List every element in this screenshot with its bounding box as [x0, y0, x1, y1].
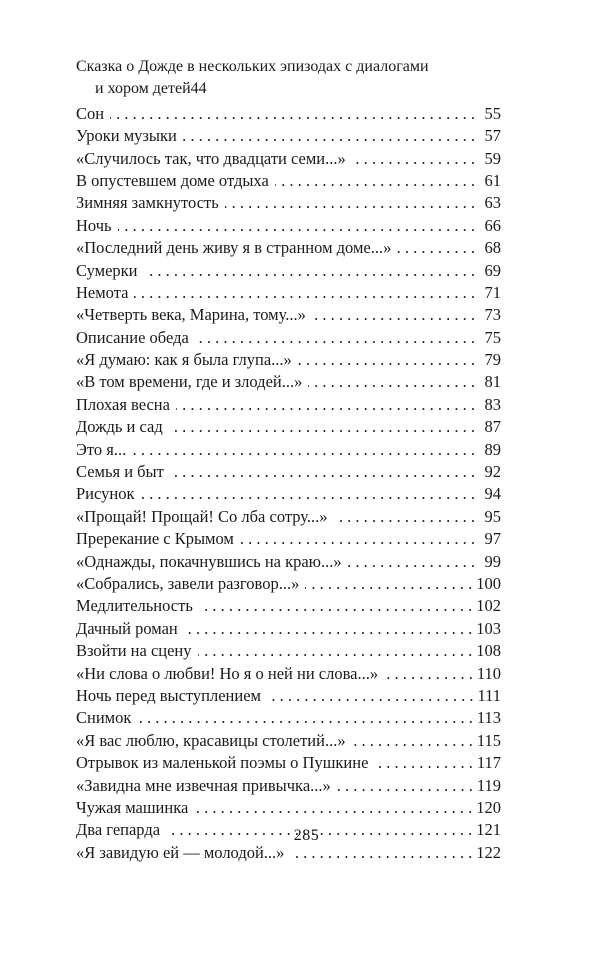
table-of-contents: [76, 58, 501, 864]
toc-entry-page: 94: [484, 484, 501, 504]
toc-entry: [76, 573, 501, 595]
toc-entry-page: 44: [190, 80, 207, 98]
toc-entry-title: Дождь и сад: [76, 417, 163, 437]
toc-entry-title-line-2: и хором детей: [95, 80, 191, 98]
toc-entry: [76, 663, 501, 685]
toc-entry-page: 111: [477, 685, 501, 705]
dot-leader: [144, 260, 476, 282]
toc-entry: [76, 439, 501, 461]
dot-leader: [305, 573, 472, 595]
dot-leader: [134, 282, 475, 304]
dot-leader: [198, 640, 473, 662]
toc-entry-title: Немота: [76, 282, 129, 302]
toc-entry-title-line-1: Сказка о Дожде в нескольких эпизодах с диалогами: [76, 58, 429, 75]
toc-entry: [76, 103, 501, 125]
toc-entry: [76, 394, 501, 416]
toc-entry-page: 87: [484, 417, 501, 437]
toc-entry: [76, 327, 501, 349]
toc-entry-title: Чужая машинка: [76, 797, 189, 817]
dot-leader: [312, 304, 475, 326]
dot-leader: [170, 461, 475, 483]
toc-entry-page: 108: [476, 641, 501, 661]
toc-entry: [76, 282, 501, 304]
dot-leader: [184, 618, 472, 640]
toc-entry-title: «Четверть века, Марина, тому...»: [76, 305, 306, 325]
dot-leader: [225, 192, 475, 214]
dot-leader: [118, 215, 475, 237]
dot-leader: [110, 103, 475, 125]
toc-entry-page: 68: [484, 238, 501, 258]
dot-leader: [199, 595, 472, 617]
toc-entry: [76, 192, 501, 214]
dot-leader: [140, 483, 475, 505]
toc-entry-page: 71: [484, 282, 501, 302]
toc-entry: [76, 237, 501, 259]
toc-entry: [76, 752, 501, 774]
toc-entry-title: Это я...: [76, 439, 127, 459]
toc-entry-title: «Завидна мне извечная привычка...»: [76, 775, 331, 795]
toc-entry-title: Медлительность: [76, 596, 193, 616]
toc-entry-page: 79: [484, 350, 501, 370]
toc-entry: [76, 595, 501, 617]
toc-entry: [76, 371, 501, 393]
dot-leader: [374, 752, 472, 774]
toc-entry-page: 59: [484, 148, 501, 168]
toc-entry-page: 100: [476, 573, 501, 593]
dot-leader: [176, 394, 475, 416]
toc-entry-page: 61: [484, 170, 501, 190]
toc-entry-page: 119: [476, 775, 501, 795]
toc-entry-page: 66: [484, 215, 501, 235]
toc-entry: [76, 528, 501, 550]
toc-entry: [76, 125, 501, 147]
toc-entry-title: В опустевшем доме отдыха: [76, 170, 269, 190]
dot-leader: [384, 663, 473, 685]
toc-entry: [76, 685, 501, 707]
toc-entry-title: «В том времени, где и злодей...»: [76, 372, 303, 392]
dot-leader: [137, 707, 472, 729]
toc-entry: [76, 707, 501, 729]
toc-entry-page: 95: [484, 506, 501, 526]
toc-entry-title: Рисунок: [76, 484, 135, 504]
toc-entry-page: 99: [484, 551, 501, 571]
dot-leader: [183, 125, 475, 147]
toc-entry-title: Зимняя замкнутость: [76, 193, 219, 213]
toc-entry-page: 117: [476, 753, 501, 773]
toc-entry-title: Снимок: [76, 708, 132, 728]
dot-leader: [275, 170, 475, 192]
toc-entry-title: «Однажды, покачнувшись на краю...»: [76, 551, 342, 571]
toc-entry: [76, 304, 501, 326]
page-number: 285: [293, 827, 320, 844]
toc-entry-title: «Я вас люблю, красавицы столетий...»: [76, 730, 346, 750]
toc-entry-title: Сон: [76, 103, 105, 123]
dot-leader: [132, 439, 475, 461]
toc-entry: [76, 506, 501, 528]
toc-entry-page: 63: [484, 193, 501, 213]
toc-entry-list: [76, 103, 501, 864]
toc-entry-title: Сумерки: [76, 260, 138, 280]
toc-entry: [76, 775, 501, 797]
toc-entry: [76, 461, 501, 483]
toc-entry-title: Плохая весна: [76, 394, 170, 414]
toc-entry-title: Описание обеда: [76, 327, 189, 347]
toc-entry-page: 75: [484, 327, 501, 347]
dot-leader: [337, 775, 473, 797]
toc-entry-title: Ночь: [76, 215, 112, 235]
toc-entry-title: Дачный роман: [76, 618, 178, 638]
toc-entry: [76, 730, 501, 752]
toc-entry: [76, 349, 501, 371]
toc-entry-page: 55: [484, 103, 501, 123]
toc-entry-page: 57: [484, 126, 501, 146]
toc-entry: [76, 640, 501, 662]
toc-entry-title: «Собрались, завели разговор...»: [76, 573, 300, 593]
toc-entry-page: 83: [484, 394, 501, 414]
dot-leader: [298, 349, 475, 371]
toc-entry-page: 113: [476, 708, 501, 728]
toc-entry-page: 97: [484, 529, 501, 549]
toc-entry-page: 69: [484, 260, 501, 280]
toc-entry-title: «Я думаю: как я была глупа...»: [76, 350, 292, 370]
dot-leader: [397, 237, 475, 259]
toc-entry-title: Семья и быт: [76, 462, 164, 482]
toc-entry: [76, 170, 501, 192]
toc-entry: [76, 551, 501, 573]
toc-entry: [76, 215, 501, 237]
dot-leader: [352, 148, 475, 170]
toc-entry-title: «Последний день живу я в странном доме...»: [76, 238, 392, 258]
dot-leader: [348, 551, 475, 573]
dot-leader: [308, 371, 475, 393]
toc-entry-page: 122: [476, 842, 501, 862]
toc-entry: [76, 842, 501, 864]
toc-entry-title: Пререкание с Крымом: [76, 529, 234, 549]
toc-entry: [76, 618, 501, 640]
toc-entry: [76, 148, 501, 170]
toc-entry-title: Ночь перед выступлением: [76, 685, 261, 705]
dot-leader: [334, 506, 475, 528]
toc-entry: [76, 260, 501, 282]
toc-entry-page: 110: [476, 663, 501, 683]
toc-entry-title: «Я завидую ей — молодой...»: [76, 842, 285, 862]
toc-entry-page: 73: [484, 305, 501, 325]
toc-entry-title: Взойти на сцену: [76, 641, 192, 661]
toc-entry-title: Уроки музыки: [76, 126, 177, 146]
toc-entry-title: Отрывок из маленькой поэмы о Пушкине: [76, 753, 369, 773]
toc-entry-title: Два гепарда: [76, 820, 161, 840]
toc-entry-page: 102: [476, 596, 501, 616]
toc-entry-page: 81: [484, 372, 501, 392]
dot-leader: [194, 797, 472, 819]
toc-entry-title: «Прощай! Прощай! Со лба сотру...»: [76, 506, 328, 526]
toc-entry: [76, 483, 501, 505]
dot-leader: [290, 842, 472, 864]
dot-leader: [267, 685, 473, 707]
toc-entry-page: 103: [476, 618, 501, 638]
toc-entry-page: 92: [484, 462, 501, 482]
dot-leader: [195, 327, 475, 349]
toc-entry: [76, 416, 501, 438]
toc-entry: [76, 797, 501, 819]
dot-leader: [240, 528, 475, 550]
toc-entry-page: 121: [476, 820, 501, 840]
toc-entry-page: 120: [476, 797, 501, 817]
toc-entry-page: 115: [476, 730, 501, 750]
toc-entry-title: «Случилось так, что двадцати семи...»: [76, 148, 346, 168]
toc-entry-title: «Ни слова о любви! Но я о ней ни слова...»: [76, 663, 379, 683]
dot-leader: [352, 730, 473, 752]
toc-entry: [76, 58, 501, 103]
dot-leader: [169, 416, 475, 438]
toc-entry-page: 89: [484, 439, 501, 459]
